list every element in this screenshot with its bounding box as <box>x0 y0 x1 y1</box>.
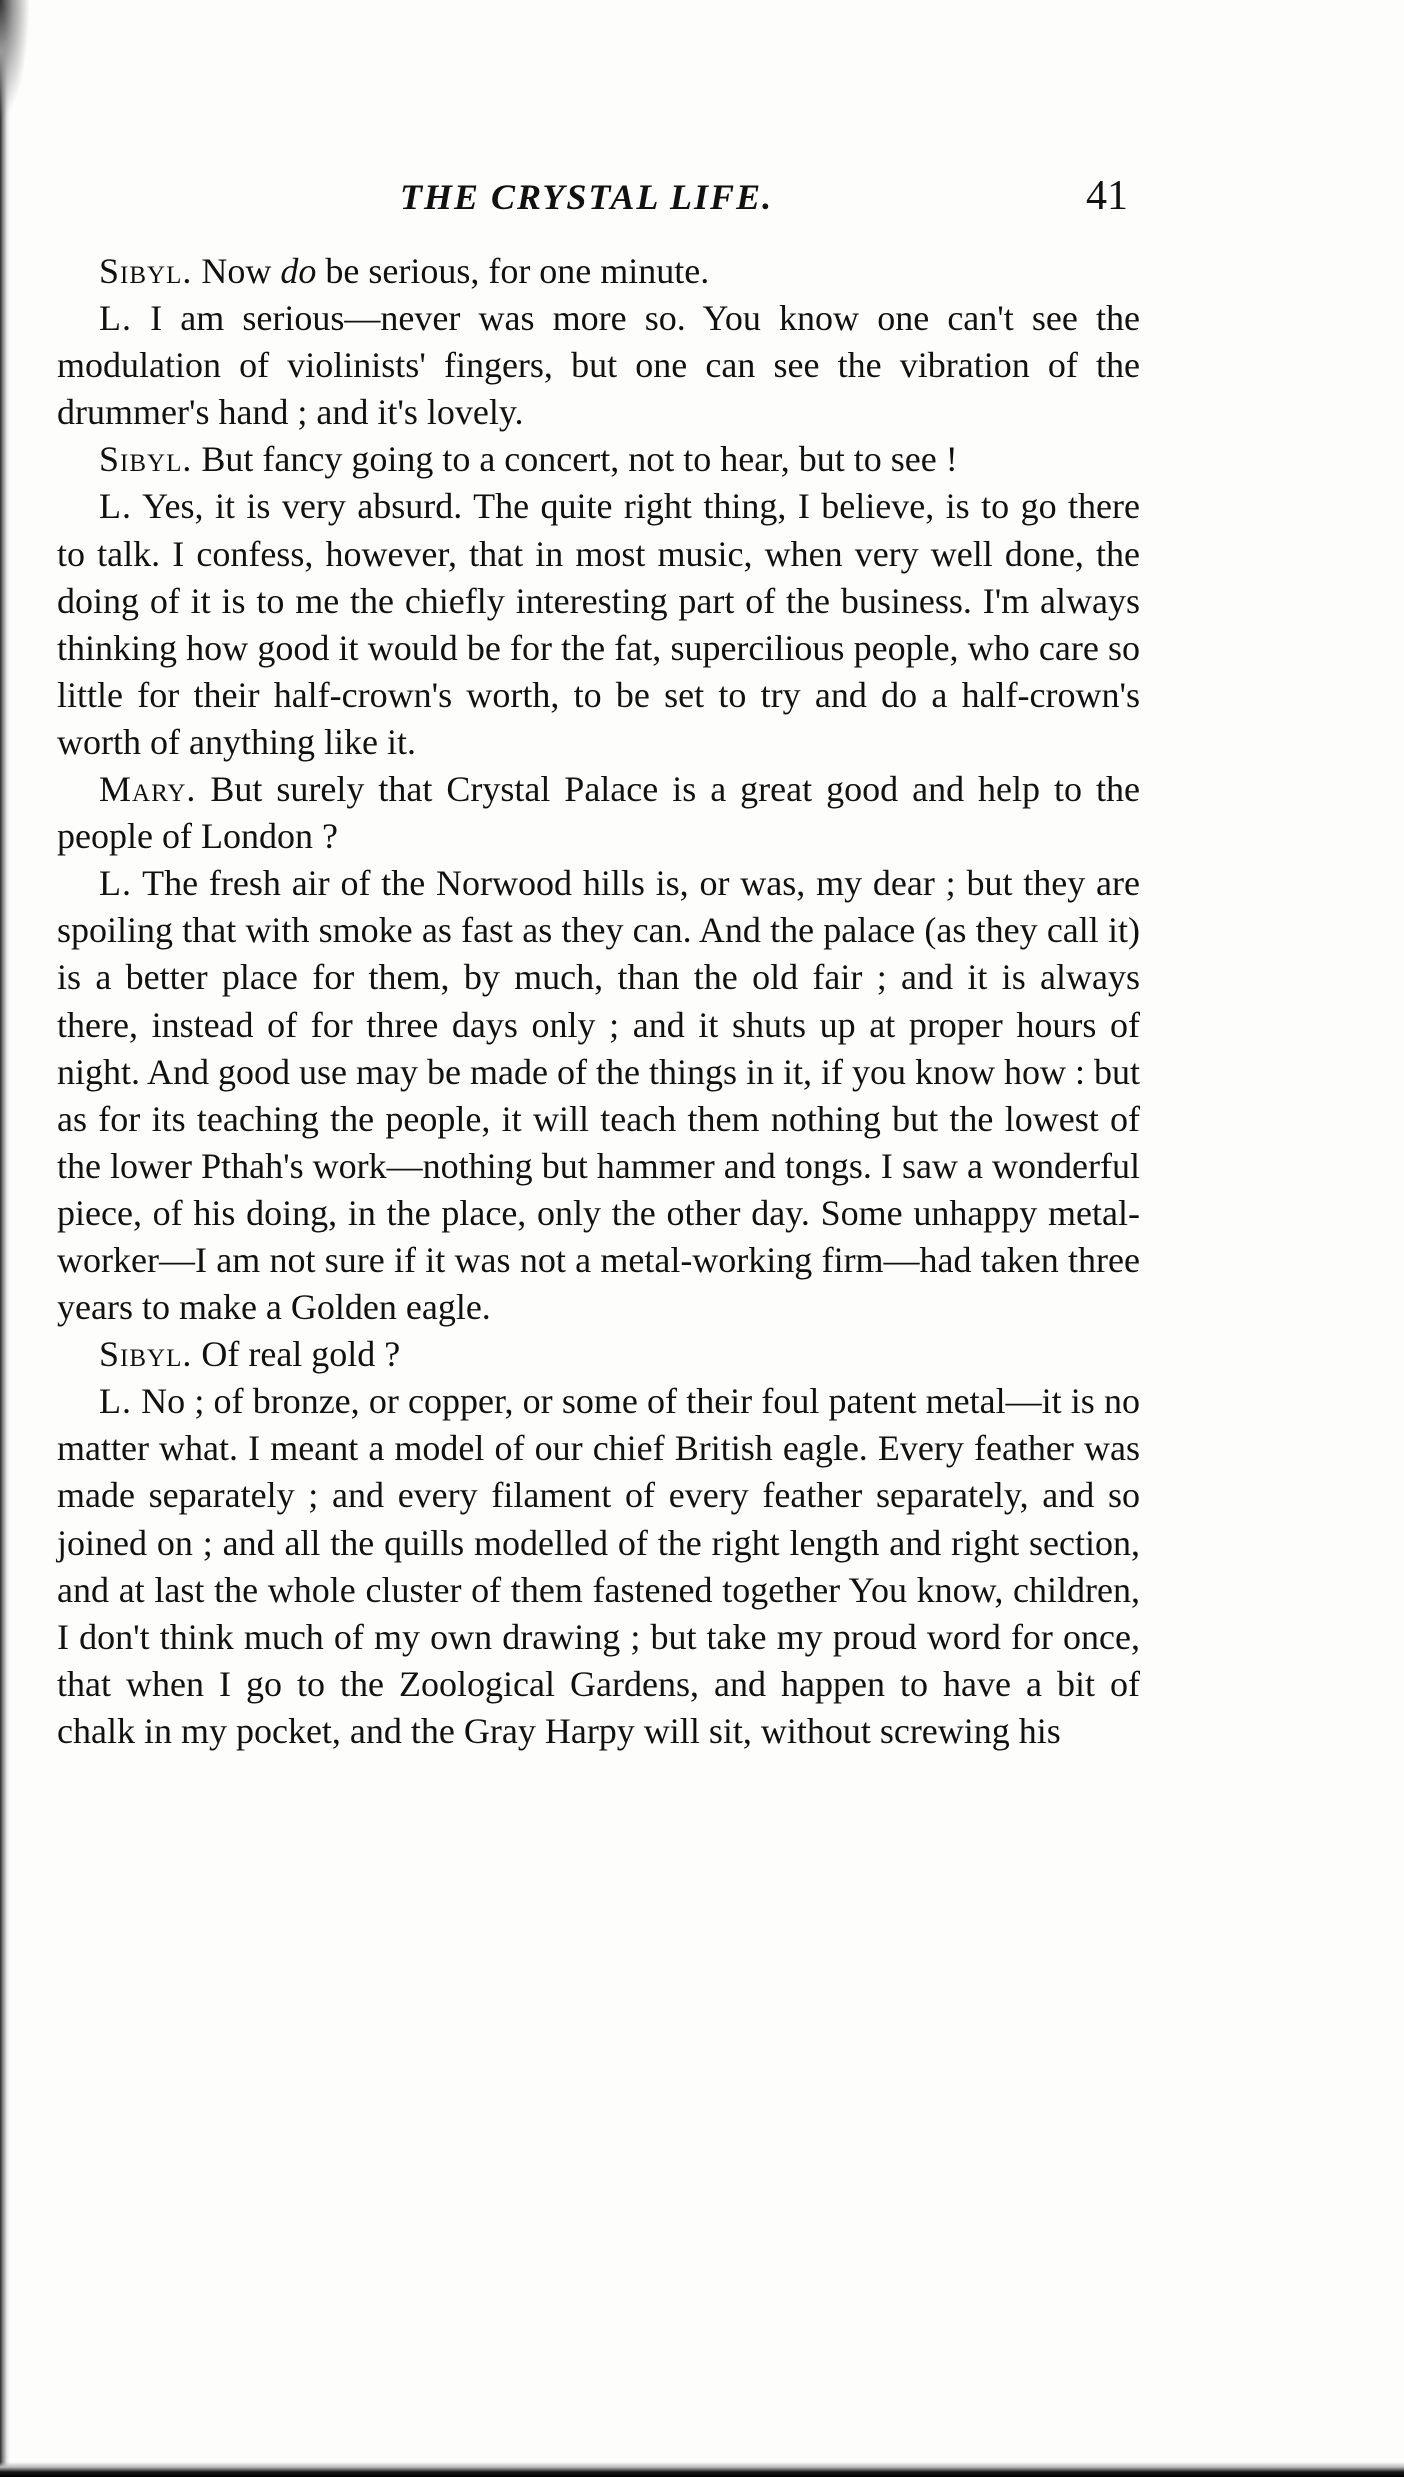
speaker-name: Sibyl. <box>99 251 193 291</box>
paragraph-text: No ; of bronze, or copper, or some of their foul patent metal—it is no matter what. I meant a model of our chief British eagle. Every feather was made separately ; and every filament of every feather separately, and so joined on ; and all the quills modelled of the right length and right section, and at last the whole cluster of them fastened together You know, children, I don't think much of my own drawing ; but take my proud word for once, that when I go to the Zoological Gardens, and happen to have a bit of chalk in my pocket, and the Gray Harpy will sit, without screwing his <box>57 1381 1140 1751</box>
speaker-name: L. <box>99 298 132 339</box>
dialogue-paragraph <box>57 248 1140 295</box>
paragraph-text: The fresh air of the Norwood hills is, or was, my dear ; but they are spoiling that with smoke as fast as they can. And the palace (as they call it) is a better place for them, by much, than the old fair ; and it is always there, instead of for three days only ; and it shuts up at proper hours of night. And good use may be made of the things in it, if you know how : but as for its teaching the people, it will teach them nothing but the lowest of the lower Pthah's work—nothing but hammer and tongs. I saw a wonderful piece, of his doing, in the place, only the other day. Some unhappy metal-worker—I am not sure if it was not a metal-working firm—had taken three years to make a Golden eagle. <box>57 863 1140 1328</box>
speaker-name: L. <box>99 486 132 527</box>
page-edge-left <box>0 0 10 2477</box>
body-text <box>57 248 1140 1755</box>
running-head <box>0 172 1404 232</box>
paragraph-text: Now <box>192 251 281 291</box>
paragraph-text: I am serious—never was more so. You know one can't see the modulation of violinists' fingers, but one can see the vibration of the drummer's hand ; and it's lovely. <box>57 298 1140 433</box>
running-head-title: THE CRYSTAL LIFE. <box>400 177 774 217</box>
speaker-name: Sibyl. <box>99 439 193 480</box>
paragraph-text: Of real gold ? <box>192 1334 401 1375</box>
speaker-name: Sibyl. <box>99 1334 193 1375</box>
dialogue-paragraph <box>57 295 1140 436</box>
dialogue-paragraph <box>57 860 1140 1331</box>
dialogue-paragraph <box>57 1378 1140 1755</box>
italic-text: do <box>280 251 317 291</box>
speaker-name: L. <box>99 863 132 904</box>
dialogue-paragraph <box>57 766 1140 860</box>
page-number: 41 <box>1086 173 1128 219</box>
paragraph-text: But fancy going to a concert, not to hear, but to see ! <box>192 439 958 480</box>
paragraph-text: Yes, it is very absurd. The quite right thing, I believe, is to go there to talk. I confess, however, that in most music, when very well done, the doing of it is to me the chiefly interesting part of the business. I'm always thinking how good it would be for the fat, supercilious people, who care so little for their half-crown's worth, to be set to try and do a half-crown's worth of anything like it. <box>57 486 1140 762</box>
dialogue-paragraph <box>57 1331 1140 1378</box>
paragraph-text: be serious, for one minute. <box>316 251 710 291</box>
paragraph-text: But surely that Crystal Palace is a great good and help to the people of London ? <box>57 769 1140 857</box>
speaker-name: L. <box>99 1381 132 1422</box>
dialogue-paragraph <box>57 436 1140 483</box>
dialogue-paragraph <box>57 483 1140 766</box>
page-corner-shadow <box>0 0 30 120</box>
speaker-name: Mary. <box>99 769 197 810</box>
page-edge-bottom <box>0 2462 1404 2477</box>
